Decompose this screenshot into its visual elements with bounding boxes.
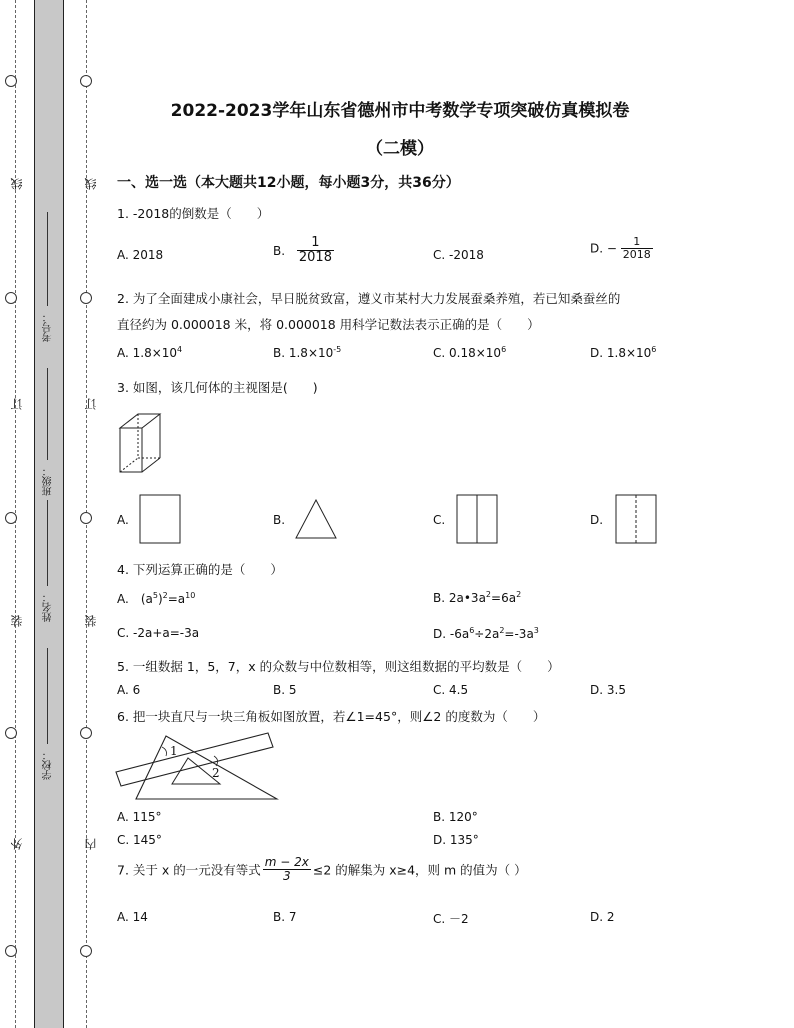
outer-label-xian: 线 (10, 178, 24, 190)
prism-figure (116, 410, 166, 476)
q3-option-d: D. (590, 513, 604, 527)
q2-option-b: B. $1.8\times 10^{-5}$ (273, 345, 342, 360)
binding-strip (34, 0, 64, 1028)
question-1-stem: 1. -2018的倒数是（ ） (117, 206, 270, 221)
q3-option-c: C. (433, 513, 446, 527)
inner-label-zhuang: 装 (84, 615, 98, 627)
q6-option-b: B. 120° (433, 810, 478, 824)
question-2-stem-line1: 2. 为了全面建成小康社会，早日脱贫致富，遵义市某村大力发展蚕桑养殖，若已知桑蚕丝的 (117, 291, 621, 306)
ruler-triangle-figure (114, 728, 279, 802)
q6-option-d: D. 135° (433, 833, 479, 847)
q2-option-d: D. $1.8\times 10^6$ (590, 345, 657, 360)
inner-label-nei: 内 (84, 838, 98, 850)
binding-hole (80, 292, 92, 304)
question-5-stem: 5. 一组数据 1，5，7，x 的众数与中位数相等，则这组数据的平均数是（ ） (117, 659, 560, 674)
q1-option-d: D. − $\frac{1}{2018}$ (590, 235, 651, 262)
section-heading: 一、选一选（本大题共12小题，每小题3分，共36分） (117, 175, 460, 191)
q3-option-a-shape (138, 493, 182, 545)
outer-label-zhuang: 装 (10, 615, 24, 627)
binding-hole (5, 727, 17, 739)
outer-label-wai: 外 (10, 838, 24, 850)
angle-2-label: 2 (212, 766, 220, 780)
school-label: 学校： (43, 750, 54, 780)
q3-option-a: A. (117, 513, 129, 527)
exam-number-label: 考号： (43, 312, 54, 342)
class-label: 班级： (43, 466, 54, 496)
binding-hole (5, 75, 17, 87)
page-title: 2022-2023学年山东省德州市中考数学专项突破仿真模拟卷 (170, 101, 630, 121)
question-4-stem: 4. 下列运算正确的是（ ） (117, 562, 283, 577)
q3-option-d-shape (614, 493, 658, 545)
binding-hole (80, 945, 92, 957)
q2-option-a: A. $1.8\times 10^4$ (117, 345, 183, 360)
q4-option-c: C. -2a+a=-3a (117, 626, 200, 640)
q3-option-c-shape (455, 493, 499, 545)
page-subtitle: （二模） (366, 139, 434, 159)
binding-hole (80, 512, 92, 524)
question-2-stem-line2: 直径约为 0.000018 米，将 0.000018 用科学记数法表示正确的是（ ） (117, 317, 540, 332)
q1-option-c: C. -2018 (433, 248, 484, 262)
q1-option-a: A. 2018 (117, 248, 164, 262)
q5-option-b: B. 5 (273, 683, 297, 697)
binding-hole (80, 727, 92, 739)
angle-1-label: 1 (170, 744, 178, 758)
q7-fraction: $\frac{m - 2x}{3}$ (264, 855, 309, 884)
name-field[interactable] (47, 500, 48, 586)
q7-option-b: B. 7 (273, 910, 297, 924)
q5-option-d: D. 3.5 (590, 683, 626, 697)
inner-label-ding: 订 (84, 398, 98, 410)
outer-label-ding: 订 (10, 398, 24, 410)
q1-option-b: B. $\frac{1}{2018}$ (273, 235, 332, 266)
exam-number-field[interactable] (47, 212, 48, 306)
inner-label-xian: 线 (84, 178, 98, 190)
q6-option-c: C. 145° (117, 833, 162, 847)
question-6-stem: 6. 把一块直尺与一块三角板如图放置，若∠1=45°，则∠2 的度数为（ ） (117, 709, 546, 724)
q5-option-c: C. 4.5 (433, 683, 469, 697)
question-7-stem: 7. 关于 x 的一元没有等式 $\frac{m - 2x}{3}$ ≤2 的解集为 x≥4，则 m 的值为（ ） (117, 855, 527, 884)
school-field[interactable] (47, 648, 48, 744)
q7-option-c: C. －2 (433, 912, 469, 926)
binding-hole (5, 945, 17, 957)
binding-hole (5, 512, 17, 524)
question-3-stem: 3. 如图，该几何体的主视图是( ) (117, 380, 318, 395)
q3-option-b-shape (294, 498, 338, 540)
q7-option-a: A. 14 (117, 910, 148, 924)
q7-option-d: D. 2 (590, 910, 615, 924)
q4-option-b: B. $2a•3a^2=6a^2$ (433, 590, 522, 605)
q4-option-a: A. $(a^5)^2=a^{10}$ (117, 591, 196, 606)
q3-option-b: B. (273, 513, 286, 527)
q2-option-c: C. $0.18\times 10^6$ (433, 345, 507, 360)
q6-option-a: A. 115° (117, 810, 162, 824)
q5-option-a: A. 6 (117, 683, 141, 697)
q4-option-d: D. $-6a^6\div 2a^2=-3a^3$ (433, 626, 539, 641)
name-label: 姓名： (43, 592, 54, 622)
class-field[interactable] (47, 368, 48, 460)
binding-hole (80, 75, 92, 87)
binding-hole (5, 292, 17, 304)
